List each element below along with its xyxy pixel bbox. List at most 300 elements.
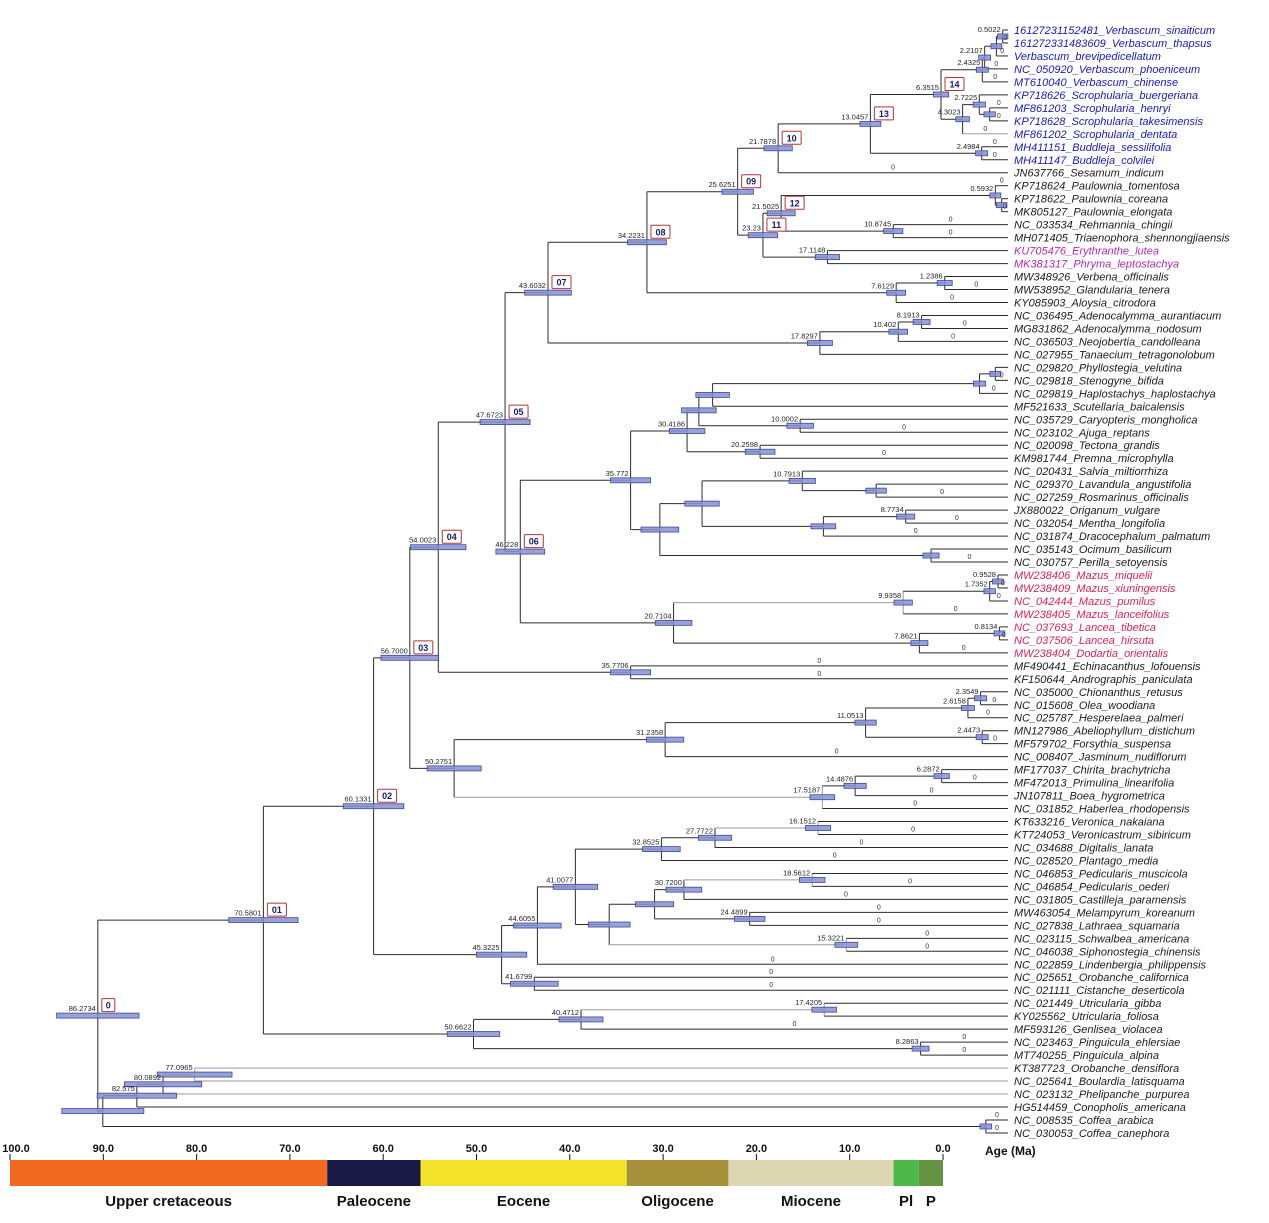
node-age-label: 24.4899 (720, 907, 748, 917)
node-age-label: 20.7104 (644, 611, 672, 621)
tip-branch-label: 0 (999, 372, 1004, 380)
hpd-bar (933, 92, 948, 97)
tip-label: NC_015608_Olea_woodiana (1014, 699, 1156, 712)
tip-branch-label: 0 (1003, 34, 1008, 42)
hpd-bar (748, 233, 778, 238)
hpd-bar (97, 1093, 176, 1098)
tip-branch-label: 0 (992, 138, 997, 146)
axis-tick-label: 50.0 (465, 1143, 488, 1155)
hpd-bar (884, 229, 903, 234)
hpd-bar (835, 942, 858, 947)
tip-branch-label: 0 (986, 709, 990, 717)
epoch-name-label: Paleocene (336, 1193, 411, 1210)
tip-label: NC_036503_Neojobertia_candolleana (1014, 336, 1201, 349)
epoch-name-label: Upper cretaceous (105, 1193, 232, 1210)
node-age-label: 43.6032 (518, 281, 546, 291)
tip-label: HG514459_Conopholis_americana (1014, 1102, 1186, 1115)
hpd-bar (974, 696, 986, 701)
tip-label: KT633216_Veronica_nakaiana (1014, 816, 1165, 829)
epoch-segment (327, 1160, 420, 1186)
tip-branch-label: 0 (996, 112, 1001, 120)
tip-label: MF177037_Chirita_brachytricha (1014, 764, 1171, 777)
tip-label: NC_046853_Pedicularis_muscicola (1014, 868, 1188, 881)
tip-branch-label: 0 (891, 164, 896, 172)
tip-label: MF579702_Forsythia_suspensa (1014, 738, 1172, 751)
node-id-text: 10 (786, 133, 797, 144)
tip-label: MT740255_Pinguicula_alpina (1014, 1050, 1159, 1063)
tip-branch-label: 0 (953, 605, 958, 613)
hpd-bar (990, 193, 1001, 198)
tip-label: MH411147_Buddleja_colvilei (1014, 154, 1155, 167)
tip-branch-label: 0 (876, 917, 881, 925)
hpd-bar (343, 804, 404, 809)
hpd-bar (611, 478, 651, 483)
tip-branch-label: 0 (817, 657, 822, 665)
node-age-label: 20.2598 (730, 440, 759, 450)
node-age-label: 82.575 (111, 1084, 135, 1094)
tip-branch-label: 0 (940, 489, 945, 497)
node-age-label: 30.4186 (657, 419, 686, 429)
tip-branch-label: 0 (843, 891, 848, 899)
tip-branch-label: 0 (876, 904, 881, 912)
hpd-bar (476, 952, 526, 957)
tip-branch-label: 0 (908, 878, 913, 886)
hpd-bar (666, 887, 702, 892)
tip-label: NC_022859_Lindenbergia_philippensis (1014, 959, 1207, 972)
hpd-bar (815, 255, 839, 260)
tip-label: KT724053_Veronicastrum_sibiricum (1014, 829, 1191, 842)
tip-branch-label: 0 (994, 1111, 999, 1119)
hpd-bar (787, 423, 814, 428)
epoch-segment (728, 1160, 893, 1186)
node-age-label: 14.4876 (826, 774, 854, 784)
node-age-label: 16.1512 (788, 816, 817, 826)
node-age-label: 0.5932 (970, 183, 994, 193)
tip-branch-label: 0 (1000, 47, 1005, 55)
tip-label: NC_029370_Lavandula_angustifolia (1014, 479, 1192, 492)
tip-label: 16127231152481_Verbascum_sinaiticum (1014, 25, 1216, 37)
hpd-bar (641, 527, 679, 532)
tip-label: NC_023463_Pinguicula_ehlersiae (1014, 1037, 1181, 1050)
tip-branch-label: 0 (925, 930, 930, 938)
hpd-bar (980, 1124, 992, 1129)
node-age-label: 32.8525 (632, 837, 660, 847)
tip-label: NC_032054_Mentha_longifolia (1014, 518, 1166, 531)
tip-branch-label: 0 (983, 125, 988, 133)
hpd-bar (934, 774, 949, 779)
node-id-text: 14 (949, 79, 960, 90)
tip-label: NC_035000_Chionanthus_retusus (1014, 686, 1183, 699)
epoch-name-label: Miocene (780, 1193, 841, 1210)
tip-label: MW238409_Mazus_xiuningensis (1014, 582, 1176, 595)
tip-label: KY025562_Utricularia_foliosa (1014, 1011, 1159, 1024)
tip-label: NC_034688_Digitalis_lanata (1014, 842, 1154, 855)
node-id-text: 03 (418, 642, 429, 653)
tip-label: MW463054_Melampyrum_koreanum (1014, 907, 1195, 920)
tip-label: JN637766_Sesamum_indicum (1014, 167, 1164, 180)
node-id-text: 0 (105, 1000, 111, 1011)
node-age-label: 2.4325 (957, 58, 981, 68)
tip-label: NC_029818_Stenogyne_bifida (1014, 375, 1164, 388)
tip-label: NC_046854_Pedicularis_oederi (1014, 881, 1170, 894)
node-age-label: 45.3225 (472, 943, 500, 953)
tip-label: Verbascum_brevipedicellatum (1014, 50, 1161, 63)
tip-label: KU705476_Erythranthe_lutea (1014, 245, 1159, 258)
node-id-text: 06 (528, 536, 539, 547)
tip-label: MW238406_Mazus_miquelii (1014, 569, 1153, 582)
node-age-label: 25.6251 (708, 180, 736, 190)
tip-label: MF490441_Echinacanthus_lofouensis (1014, 660, 1201, 673)
hpd-bar (510, 981, 558, 986)
hpd-bar (789, 478, 815, 483)
hpd-bar (381, 655, 439, 660)
node-age-label: 31.2358 (636, 728, 664, 738)
tip-label: NC_027259_Rosmarinus_officinalis (1014, 492, 1189, 505)
node-id-text: 01 (271, 905, 282, 916)
hpd-bar (525, 290, 572, 295)
tip-label: MG831862_Adenocalymma_nodosum (1014, 323, 1202, 336)
hpd-bar (844, 783, 866, 788)
epoch-segment (894, 1160, 919, 1186)
node-age-label: 17.5187 (793, 785, 821, 795)
tip-branch-label: 0 (950, 294, 955, 302)
node-age-label: 47.6723 (475, 410, 504, 420)
hpd-bar (57, 1013, 139, 1018)
node-age-label: 46.228 (495, 540, 519, 550)
node-age-label: 8.1913 (896, 310, 920, 320)
tip-label: NC_020431_Salvia_miltiorrhiza (1014, 466, 1169, 479)
tip-branch-label: 0 (996, 99, 1001, 107)
axis-tick-label: 0.0 (935, 1143, 951, 1155)
tip-label: KP718628_Scrophularia_takesimensis (1014, 115, 1203, 128)
node-id-text: 09 (746, 176, 757, 187)
node-age-label: 70.5801 (234, 908, 262, 918)
axis-tick-label: 60.0 (372, 1143, 394, 1155)
tip-label: NC_037693_Lancea_tibetica (1014, 621, 1156, 634)
node-age-label: 34.2231 (617, 230, 645, 240)
hpd-bar (897, 514, 915, 519)
tip-label: NC_030053_Coffea_canephora (1014, 1127, 1170, 1140)
hpd-bar (636, 902, 674, 907)
hpd-bar (799, 877, 825, 882)
tip-label: 161272331483609_Verbascum_thapsus (1014, 37, 1212, 50)
tip-label: NC_023102_Ajuga_reptans (1014, 427, 1150, 440)
tip-branch-label: 0 (859, 839, 864, 847)
node-age-label: 0.8134 (974, 621, 998, 631)
hpd-bar (956, 117, 970, 122)
hpd-bar (889, 329, 908, 334)
tip-branch-label: 0 (913, 800, 918, 808)
hpd-bar (722, 189, 754, 194)
tip-branch-label: 0 (834, 748, 839, 756)
node-age-label: 10.402 (873, 320, 897, 330)
tip-label: MH071405_Triaenophora_shennongjiaensis (1014, 232, 1230, 245)
hpd-bar (611, 670, 651, 675)
tip-label: MF861202_Scrophularia_dentata (1014, 128, 1178, 141)
hpd-bar (646, 737, 683, 742)
node-age-label: 2.4473 (957, 725, 981, 735)
node-age-label: 8.7734 (880, 505, 904, 515)
node-age-label: 44.6055 (508, 914, 536, 924)
tip-label: MF861203_Scrophularia_henryi (1014, 102, 1171, 115)
node-id-text: 02 (382, 791, 393, 802)
tip-branch-label: 0 (993, 735, 998, 743)
tip-label: NC_050920_Verbascum_phoeniceum (1014, 63, 1201, 76)
hpd-bar (984, 112, 995, 117)
node-age-label: 17.8297 (790, 331, 818, 341)
tip-branch-label: 0 (962, 320, 967, 328)
node-age-label: 0.5022 (977, 24, 1001, 34)
node-age-label: 27.7722 (685, 826, 714, 836)
tip-branch-label: 0 (929, 787, 934, 795)
tip-branch-label: 0 (992, 696, 997, 704)
axis-tick-label: 30.0 (652, 1143, 674, 1155)
tip-branch-label: 0 (769, 969, 774, 977)
node-age-label: 2.3549 (955, 686, 979, 696)
hpd-bar (976, 67, 988, 72)
axis-tick-label: 80.0 (185, 1143, 208, 1155)
node-age-label: 0.9528 (973, 569, 996, 579)
epoch-segment (919, 1160, 943, 1186)
hpd-bar (157, 1072, 232, 1077)
node-id-text: 04 (446, 532, 457, 543)
tip-label: MF521633_Scutellaria_baicalensis (1014, 401, 1185, 414)
tip-label: MF593126_Genlisea_violacea (1014, 1024, 1163, 1037)
node-age-label: 77.0965 (165, 1063, 193, 1073)
tip-branch-label: 0 (832, 852, 837, 860)
tip-label: MK805127_Paulownia_elongata (1014, 206, 1173, 219)
tip-branch-label: 0 (962, 1034, 967, 1042)
tip-branch-label: 0 (961, 644, 966, 652)
tip-label: JX880022_Origanum_vulgare (1014, 505, 1161, 518)
hpd-bar (514, 923, 561, 928)
tip-branch-label: 0 (991, 385, 996, 393)
node-age-label: 13.0457 (841, 112, 869, 122)
age-axis-title: Age (Ma) (985, 1144, 1036, 1158)
node-id-text: 12 (789, 198, 800, 209)
hpd-bar (923, 553, 939, 558)
tip-label: MT610040_Verbascum_chinense (1014, 76, 1179, 89)
tip-branch-label: 0 (913, 528, 918, 536)
hpd-bar (913, 319, 930, 324)
node-age-label: 2.4984 (956, 141, 980, 151)
axis-tick-label: 70.0 (279, 1143, 301, 1155)
tip-label: KF150644_Andrographis_paniculata (1014, 673, 1193, 686)
tip-label: NC_029819_Haplostachys_haplostachya (1014, 388, 1216, 401)
tip-label: NC_008407_Jasminum_nudiflorum (1014, 751, 1187, 764)
time-scale-layer (2, 1143, 950, 1210)
node-age-label: 11.0513 (837, 711, 864, 721)
tip-branch-label: 0 (962, 1047, 967, 1055)
hpd-bar (427, 766, 481, 771)
node-age-label: 4.3023 (937, 107, 961, 117)
tip-branch-label: 0 (967, 554, 972, 562)
hpd-bar (811, 524, 836, 529)
tip-label: MH411151_Buddleja_sessilifolia (1014, 141, 1172, 154)
tip-branch-label: 0 (999, 177, 1004, 185)
tip-label: NC_021111_Cistanche_deserticola (1014, 985, 1185, 998)
tip-label: NC_025641_Boulardia_latisquama (1014, 1076, 1185, 1089)
hpd-bar (745, 449, 775, 454)
hpd-bar (767, 211, 795, 216)
hpd-bar (734, 916, 765, 921)
node-age-label: 2.7225 (954, 93, 978, 103)
node-age-label: 17.1148 (798, 245, 826, 255)
node-age-label: 56.7000 (380, 646, 408, 656)
node-age-label: 7.6129 (871, 281, 895, 291)
tip-label: NC_035729_Caryopteris_mongholica (1014, 414, 1198, 427)
tip-label: MW348926_Verbena_officinalis (1014, 271, 1169, 284)
node-age-label: 21.5025 (752, 201, 780, 211)
node-age-label: 6.3515 (916, 82, 939, 92)
node-age-label: 35.772 (605, 468, 629, 478)
tip-branch-label: 0 (948, 229, 953, 237)
hpd-bar (669, 429, 705, 434)
hpd-bar (984, 589, 995, 594)
tip-label: NC_025787_Hesperelaea_palmeri (1014, 712, 1184, 725)
hpd-bar (553, 884, 597, 889)
hpd-bar (628, 240, 667, 245)
tip-label: NC_037506_Lancea_hirsuta (1014, 634, 1155, 647)
axis-tick-label: 100.0 (2, 1143, 30, 1155)
node-age-label: 21.7878 (749, 136, 777, 146)
node-age-label: 1.7352 (964, 579, 988, 589)
tip-label: KY085903_Aloysia_citrodora (1014, 297, 1156, 310)
tip-label: MW238404_Dodartia_orientalis (1014, 647, 1169, 660)
hpd-bar (682, 408, 717, 413)
axis-tick-label: 20.0 (745, 1143, 768, 1155)
hpd-bar (685, 501, 719, 506)
node-age-label: 35.7706 (601, 660, 629, 670)
hpd-bar (696, 392, 730, 397)
tip-label: NC_031852_Haberlea_rhodopensis (1014, 803, 1190, 816)
node-age-label: 10.0002 (771, 414, 799, 424)
tip-label: NC_042444_Mazus_pumilus (1014, 595, 1156, 608)
tip-branch-label: 0 (951, 333, 956, 341)
node-age-label: 1.2386 (919, 271, 943, 281)
node-age-label: 10.8745 (864, 219, 892, 229)
tip-branch-label: 0 (1002, 203, 1007, 211)
tip-label: MK381317_Phryma_leptostachya (1014, 258, 1180, 271)
tip-label: NC_036495_Adenocalymma_aurantiacum (1014, 310, 1222, 323)
hpd-bar (812, 1007, 837, 1012)
hpd-bar (961, 705, 974, 710)
node-age-label: 18.5612 (783, 868, 811, 878)
hpd-bar (976, 735, 988, 740)
tip-branch-label: 0 (817, 670, 822, 678)
tip-label: KM981744_Premna_microphylla (1014, 453, 1174, 466)
hpd-bar (976, 151, 988, 156)
hpd-bar (807, 341, 832, 346)
hpd-bar (855, 720, 876, 725)
tip-label: MW538952_Glandularia_tenera (1014, 284, 1170, 297)
tip-label: NC_008535_Coffea_arabica (1014, 1114, 1154, 1127)
tip-label: NC_031805_Castilleja_paramensis (1014, 894, 1187, 907)
hpd-bar (698, 835, 731, 840)
hpd-bar (588, 922, 630, 927)
tip-label: NC_027955_Tanaecium_tetragonolobum (1014, 349, 1215, 362)
tip-label: NC_028520_Plantago_media (1014, 855, 1159, 868)
tip-label: KP718626_Scrophularia_buergeriana (1014, 89, 1199, 102)
epoch-name-label: Oligocene (641, 1193, 714, 1210)
axis-tick-label: 90.0 (92, 1143, 115, 1155)
hpd-bar (937, 281, 952, 286)
tip-branch-label: 0 (992, 151, 997, 159)
hpd-bar (643, 847, 681, 852)
epoch-segment (10, 1160, 327, 1186)
hpd-bar (496, 549, 545, 554)
axis-tick-label: 40.0 (559, 1143, 581, 1155)
node-age-label: 50.2751 (425, 756, 453, 766)
tip-branch-label: 0 (1001, 579, 1005, 587)
node-age-label: 50.6622 (444, 1022, 472, 1032)
hpd-bar (973, 381, 985, 386)
tip-label: MN127986_Abeliophyllum_distichum (1014, 725, 1195, 738)
node-age-label: 40.4712 (551, 1007, 580, 1017)
node-age-label: 2.6158 (942, 696, 966, 706)
hpd-bar (912, 1046, 929, 1051)
epoch-name-label: P (925, 1193, 936, 1210)
tip-branch-label: 0 (769, 982, 774, 990)
tip-label: NC_030757_Perilla_setoyensis (1014, 557, 1168, 570)
node-id-text: 08 (655, 227, 666, 238)
node-id-text: 05 (513, 407, 524, 418)
tip-label: NC_031874_Dracocephalum_palmatum (1014, 531, 1211, 544)
hpd-bar (860, 121, 881, 126)
node-age-label: 41.0077 (546, 875, 574, 885)
hpd-bar (866, 488, 887, 493)
tip-label: NC_023132_Phelipanche_purpurea (1014, 1089, 1190, 1102)
node-age-label: 23.23 (742, 223, 761, 233)
epoch-segment (627, 1160, 729, 1186)
node-age-label: 15.3221 (817, 933, 845, 943)
tip-label: NC_020098_Tectona_grandis (1014, 440, 1160, 453)
tip-label: NC_027838_Lathraea_squamaria (1014, 920, 1180, 933)
node-age-label: 17.4205 (795, 998, 823, 1008)
tip-branch-label: 0 (996, 592, 1001, 600)
tip-branch-label: 0 (792, 1021, 797, 1029)
node-age-label: 6.2872 (916, 764, 940, 774)
tip-branch-label: 0 (902, 424, 907, 432)
hpd-bar (559, 1017, 603, 1022)
hpd-bar (810, 795, 835, 800)
hpd-bar (447, 1032, 500, 1037)
node-age-label: 30.7200 (654, 878, 682, 888)
node-age-label: 7.8621 (894, 631, 918, 641)
node-age-label: 41.6799 (505, 972, 533, 982)
node-id-text: 07 (556, 277, 567, 288)
tip-branch-label: 0 (994, 60, 999, 68)
tip-label: NC_035143_Ocimum_basilicum (1014, 544, 1172, 557)
tip-branch-label: 0 (770, 956, 775, 964)
epoch-segment (421, 1160, 627, 1186)
tip-label: KT387723_Orobanche_densiflora (1014, 1063, 1180, 1076)
hpd-bar (979, 55, 991, 60)
hpd-bar (806, 826, 831, 831)
tip-branch-label: 0 (972, 774, 977, 782)
tip-label: JN107811_Boea_hygrometrica (1014, 790, 1165, 803)
node-age-label: 2.2107 (959, 46, 983, 56)
tip-branch-label: 0 (925, 943, 930, 951)
hpd-bar (894, 600, 912, 605)
node-age-label: 10.7913 (773, 469, 801, 479)
tip-branch-label: 0 (993, 73, 998, 81)
tip-branch-label: 0 (882, 450, 886, 458)
hpd-bar (911, 641, 928, 646)
hpd-bar (973, 102, 985, 107)
node-id-text: 11 (771, 220, 782, 231)
tip-label: NC_025651_Orobanche_californica (1014, 972, 1189, 985)
